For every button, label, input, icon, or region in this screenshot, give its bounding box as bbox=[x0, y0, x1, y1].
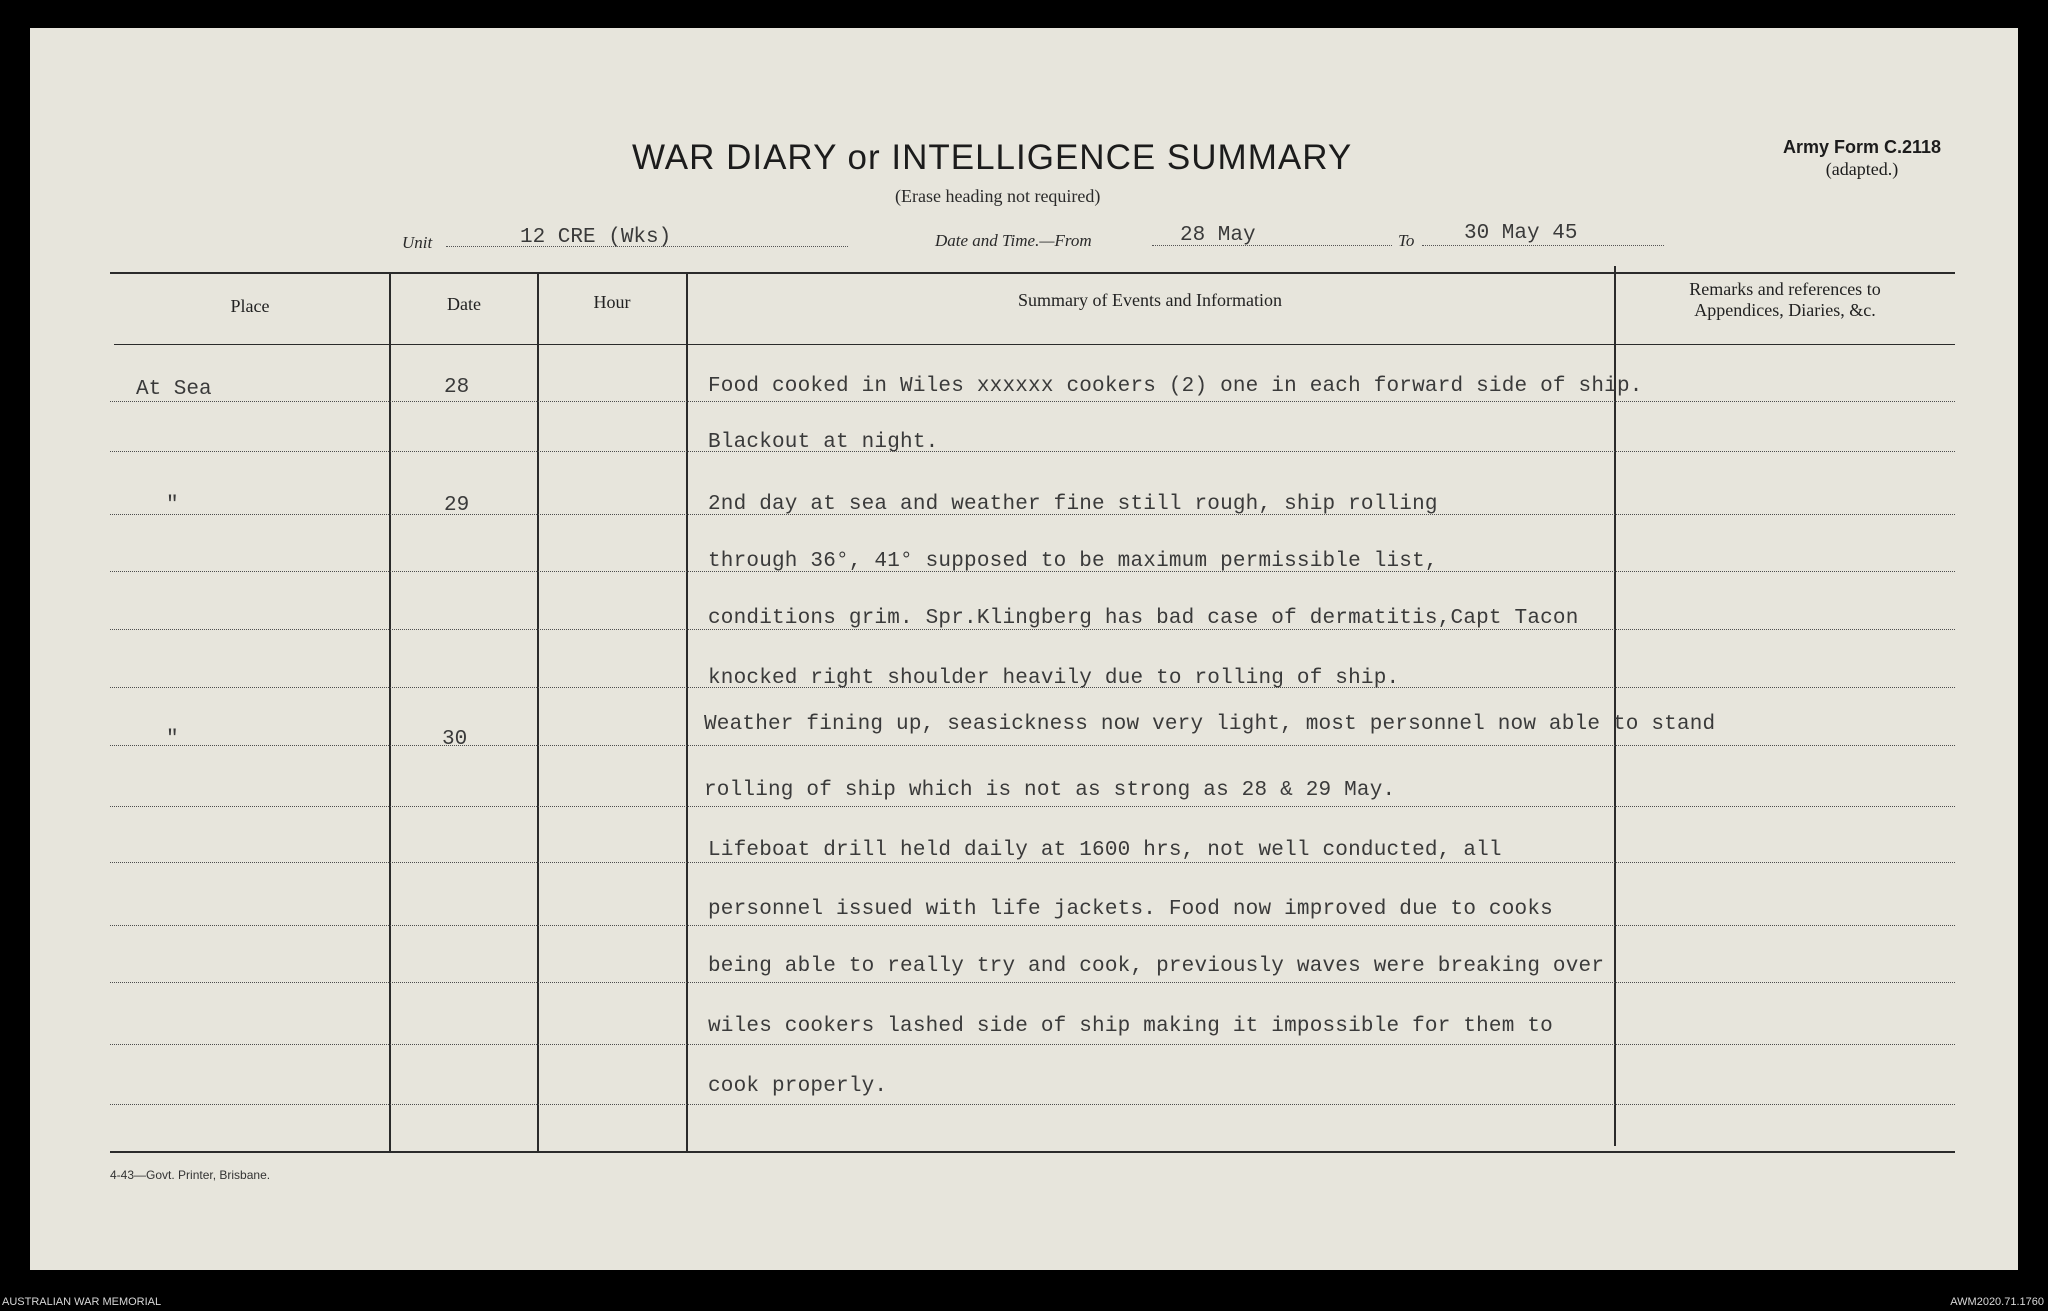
header-remarks-line1: Remarks and references to bbox=[1689, 279, 1881, 299]
summary-line-7: Weather fining up, seasickness now very light, most personnel now able to stand bbox=[704, 713, 1716, 736]
unit-label: Unit bbox=[402, 233, 433, 252]
archive-source: AUSTRALIAN WAR MEMORIAL bbox=[2, 1296, 162, 1308]
row-rule bbox=[110, 401, 1955, 402]
archive-catalogue-number: AWM2020.71.1760 bbox=[1950, 1296, 2044, 1308]
summary-line-1: Food cooked in Wiles xxxxxx cookers (2) one in each forward side of ship. bbox=[708, 375, 1643, 398]
date-to-dotted-line bbox=[1422, 245, 1664, 246]
hour-summary-divider bbox=[686, 272, 688, 1152]
printer-imprint: 4-43—Govt. Printer, Brisbane. bbox=[110, 1168, 271, 1182]
summary-line-9: Lifeboat drill held daily at 1600 hrs, not well conducted, all bbox=[708, 839, 1502, 862]
date-to-label: To bbox=[1398, 231, 1415, 250]
date-to-value: 30 May 45 bbox=[1464, 222, 1578, 245]
date-entry-1: 28 bbox=[444, 376, 470, 399]
unit-value: 12 CRE (Wks) bbox=[520, 226, 672, 249]
header-place: Place bbox=[230, 296, 270, 316]
summary-line-10: personnel issued with life jackets. Food now improved due to cooks bbox=[708, 898, 1553, 921]
header-summary: Summary of Events and Information bbox=[1018, 290, 1282, 310]
summary-line-3: 2nd day at sea and weather fine still rough, ship rolling bbox=[708, 493, 1438, 516]
row-rule bbox=[110, 862, 1955, 863]
army-form-adapted: (adapted.) bbox=[1825, 159, 1899, 179]
row-rule bbox=[110, 806, 1955, 807]
summary-remarks-divider bbox=[1614, 266, 1616, 1146]
form-title: WAR DIARY or INTELLIGENCE SUMMARY bbox=[632, 138, 1353, 177]
row-rule bbox=[110, 1104, 1955, 1105]
row-rule bbox=[110, 925, 1955, 926]
place-entry-2: " bbox=[166, 494, 179, 517]
summary-line-13: cook properly. bbox=[708, 1075, 888, 1098]
table-top-rule bbox=[110, 272, 1955, 274]
table-bottom-rule bbox=[110, 1151, 1955, 1153]
header-date: Date bbox=[447, 294, 481, 314]
place-entry-1: At Sea bbox=[136, 378, 212, 401]
diary-sheet bbox=[30, 28, 2018, 1270]
row-rule bbox=[110, 745, 1955, 746]
summary-line-11: being able to really try and cook, previously waves were breaking over bbox=[708, 955, 1605, 978]
form-subtitle: (Erase heading not required) bbox=[895, 186, 1101, 206]
summary-line-5: conditions grim. Spr.Klingberg has bad case of dermatitis,Capt Tacon bbox=[708, 607, 1579, 630]
summary-line-4: through 36°, 41° supposed to be maximum permissible list, bbox=[708, 550, 1438, 573]
place-entry-3: " bbox=[166, 728, 179, 751]
row-rule bbox=[110, 1044, 1955, 1045]
army-form-code: Army Form C.2118 bbox=[1782, 137, 1942, 157]
summary-line-6: knocked right shoulder heavily due to rolling of ship. bbox=[708, 667, 1400, 690]
date-entry-3: 30 bbox=[442, 728, 468, 751]
header-remarks bbox=[1620, 279, 1950, 321]
row-rule bbox=[110, 451, 1955, 452]
header-remarks-line2: Appendices, Diaries, &c. bbox=[1694, 300, 1876, 320]
header-hour: Hour bbox=[593, 292, 631, 312]
army-form-number bbox=[1762, 136, 1962, 180]
place-date-divider bbox=[389, 272, 391, 1152]
date-entry-2: 29 bbox=[444, 494, 470, 517]
summary-line-2: Blackout at night. bbox=[708, 431, 939, 454]
date-from-value: 28 May bbox=[1180, 224, 1256, 247]
row-rule bbox=[110, 982, 1955, 983]
date-hour-divider bbox=[537, 272, 539, 1152]
summary-line-8: rolling of ship which is not as strong as 28 & 29 May. bbox=[704, 779, 1396, 802]
date-from-label: Date and Time.—From bbox=[935, 231, 1092, 250]
summary-line-12: wiles cookers lashed side of ship making it impossible for them to bbox=[708, 1015, 1553, 1038]
